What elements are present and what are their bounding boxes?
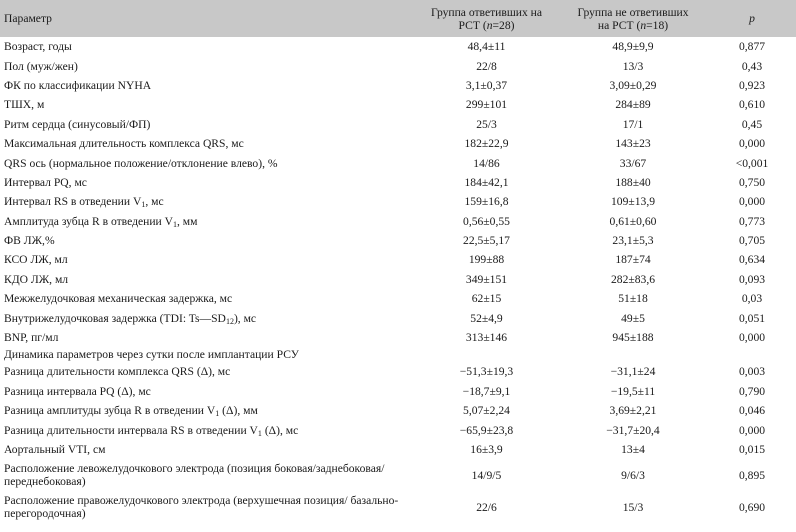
header-nonresponders-line2b: =18) (646, 18, 669, 32)
row-label-text: Амплитуда зубца R в отведении V (4, 214, 173, 228)
cell-responders: 14/86 (473, 156, 500, 170)
cell-nonresponders: 187±74 (615, 253, 651, 267)
cell-responders: −65,9±23,8 (459, 423, 514, 437)
cell-nonresponders: 49±5 (621, 311, 645, 325)
row-label: Разница длительности комплекса QRS (Δ), мс (4, 365, 231, 379)
cell-responders: −51,3±19,3 (459, 365, 514, 379)
cell-p: 0,705 (738, 234, 766, 248)
cell-p: 0,690 (738, 500, 766, 514)
table-row (0, 95, 796, 114)
table-row (0, 134, 796, 153)
cell-p: 0,051 (738, 311, 766, 325)
cell-nonresponders: 23,1±5,3 (612, 234, 654, 248)
cell-nonresponders: 3,09±0,29 (609, 78, 657, 92)
table-row (0, 401, 796, 420)
cell-responders: 182±22,9 (464, 137, 509, 151)
cell-p: 0,046 (738, 404, 766, 418)
row-label-subscript: 12 (225, 316, 234, 326)
cell-nonresponders: 33/67 (619, 156, 647, 170)
header-nonresponders-n: n (640, 18, 647, 32)
header-parameter-text: Параметр (4, 12, 52, 25)
table-row (0, 289, 796, 308)
cell-nonresponders: 51±18 (618, 292, 648, 306)
cell-responders: 48,4±11 (467, 40, 506, 54)
cell-responders: 25/3 (476, 117, 497, 131)
cell-nonresponders: 13/3 (622, 59, 644, 73)
table-row (0, 37, 796, 56)
row-label-text: Внутрижелудочковая задержка (TDI: Ts—SD (4, 311, 226, 325)
row-label-text: Разница амплитуды зубца R в отведении V (4, 404, 216, 418)
section-row (0, 347, 796, 362)
table-row (0, 173, 796, 192)
table-row (0, 192, 796, 211)
cell-responders: 52±4,9 (470, 311, 503, 325)
row-label: Максимальная длительность комплекса QRS, мс (4, 137, 244, 151)
cell-responders: 349±151 (465, 272, 508, 286)
table-row (0, 212, 796, 231)
cell-responders: 299±101 (465, 98, 508, 112)
cell-p: 0,03 (741, 292, 763, 306)
row-label: Расположение левожелудочкового электрода (позиция боковая/заднебоковая/переднебоковая) (4, 462, 385, 489)
row-label: QRS ось (нормальное положение/отклонение влево), % (4, 156, 278, 170)
header-responders-line2a: РСТ ( (458, 18, 487, 32)
cell-p: 0,000 (738, 423, 766, 437)
table-row (0, 491, 796, 523)
row-label-subscript: 1 (215, 409, 220, 419)
cell-p: 0,093 (738, 272, 766, 286)
cell-responders: 62±15 (471, 292, 502, 306)
cell-p: 0,015 (738, 443, 766, 456)
cell-nonresponders: −31,1±24 (610, 365, 656, 379)
row-label: Межжелудочковая механическая задержка, мс (4, 292, 233, 306)
section-heading: Динамика параметров через сутки после имплантации РСУ (4, 348, 299, 362)
row-label: Ритм сердца (синусовый/ФП) (4, 117, 151, 131)
row-label: ФК по классификации NYHA (4, 78, 152, 92)
row-label-suffix: (Δ), мм (219, 404, 258, 418)
header-nonresponders-line1: Группа не ответивших (577, 5, 689, 19)
table-row (0, 459, 796, 491)
row-label-text: Разница длительности интервала RS в отведении V (4, 423, 258, 437)
row-label (0, 192, 415, 211)
cell-responders: 0,56±0,55 (463, 214, 510, 228)
cell-responders: 184±42,1 (464, 175, 509, 189)
row-label: Пол (муж/жен) (4, 59, 78, 73)
row-label-suffix: ), мс (233, 311, 257, 325)
cell-p: 0,877 (738, 40, 766, 54)
cell-responders: 313±146 (465, 331, 508, 345)
row-label: ФВ ЛЖ,% (4, 234, 55, 248)
cell-nonresponders: 0,61±0,60 (609, 214, 657, 228)
row-label: BNP, пг/мл (4, 331, 59, 345)
cell-p: 0,790 (738, 384, 766, 398)
header-row (0, 0, 796, 37)
header-responders (415, 0, 558, 37)
header-nonresponders-line2a: на РСТ ( (597, 18, 641, 32)
table-row (0, 420, 796, 439)
cell-p: 0,895 (738, 468, 766, 482)
header-p-value (708, 0, 796, 37)
cell-nonresponders: 284±89 (615, 98, 651, 112)
cell-nonresponders: 9/6/3 (621, 468, 645, 482)
cell-responders: 22/8 (476, 59, 497, 73)
row-label (0, 308, 415, 327)
row-label: Аортальный VTI, см (4, 443, 106, 456)
table-row (0, 440, 796, 459)
cell-responders: 3,1±0,37 (465, 78, 508, 92)
table-row (0, 231, 796, 250)
row-label: КДО ЛЖ, мл (4, 272, 69, 286)
cell-p: 0,750 (738, 175, 766, 189)
cell-p: 0,000 (738, 195, 766, 209)
cell-nonresponders: 48,9±9,9 (612, 40, 654, 54)
cell-responders: 16±3,9 (470, 443, 503, 456)
header-p-text: p (749, 12, 755, 25)
table-body (0, 37, 796, 523)
cell-p: 0,000 (738, 331, 766, 345)
cell-nonresponders: 17/1 (622, 117, 644, 131)
header-responders-line1: Группа ответивших на (430, 5, 543, 19)
cell-nonresponders: 13±4 (621, 443, 645, 456)
header-responders-line2b: =28) (492, 18, 515, 32)
cell-responders: 14/9/5 (471, 468, 502, 482)
table-row (0, 382, 796, 401)
row-label-text: Интервал RS в отведении V (4, 195, 142, 209)
cell-p: <0,001 (735, 156, 769, 170)
row-label-suffix: , мм (177, 214, 198, 228)
cell-responders: 22/6 (476, 500, 497, 514)
table-row (0, 308, 796, 327)
header-parameter (0, 0, 415, 37)
cell-nonresponders: 282±83,6 (610, 272, 656, 286)
table-header (0, 0, 796, 37)
row-label: КСО ЛЖ, мл (4, 253, 68, 267)
row-label-suffix: , мс (145, 195, 164, 209)
row-label-suffix: (Δ), мс (261, 423, 299, 437)
cell-responders: 5,07±2,24 (463, 404, 510, 418)
row-label: Возраст, годы (4, 40, 72, 54)
header-nonresponders (558, 0, 708, 37)
row-label: Разница интервала PQ (Δ), мс (4, 384, 151, 398)
cell-nonresponders: −19,5±11 (610, 384, 656, 398)
cell-responders: 22,5±5,17 (463, 234, 510, 248)
cell-nonresponders: 3,69±2,21 (609, 404, 657, 418)
cell-p: 0,634 (738, 253, 766, 267)
cell-nonresponders: 109±13,9 (610, 195, 656, 209)
row-label-subscript: 1 (173, 219, 177, 229)
row-label (0, 420, 415, 439)
table-row (0, 362, 796, 381)
cell-nonresponders: 945±188 (612, 331, 654, 345)
cell-responders: 199±88 (468, 253, 505, 267)
row-label (0, 401, 415, 420)
row-label: Интервал PQ, мс (4, 175, 87, 189)
table-row (0, 153, 796, 172)
table-row (0, 115, 796, 134)
cell-nonresponders: 188±40 (615, 175, 651, 189)
cell-p: 0,45 (741, 117, 763, 131)
table-row (0, 56, 796, 75)
cell-p: 0,003 (738, 365, 766, 379)
table-row (0, 328, 796, 347)
cell-nonresponders: −31,7±20,4 (606, 423, 660, 437)
row-label (0, 212, 415, 231)
cell-responders: 159±16,8 (464, 195, 509, 209)
cell-p: 0,43 (741, 59, 763, 73)
table-row (0, 76, 796, 95)
table-row (0, 270, 796, 289)
row-label: ТШХ, м (4, 98, 45, 112)
cell-responders: −18,7±9,1 (462, 384, 511, 398)
cell-p: 0,923 (738, 78, 766, 92)
cell-p: 0,610 (738, 98, 766, 112)
row-label-subscript: 1 (257, 428, 262, 438)
cell-nonresponders: 15/3 (622, 500, 644, 514)
cell-p: 0,000 (738, 137, 766, 151)
table-row (0, 250, 796, 269)
cell-p: 0,773 (738, 214, 766, 228)
row-label-subscript: 1 (141, 200, 146, 210)
cell-nonresponders: 143±23 (615, 137, 651, 151)
header-responders-n: n (486, 18, 493, 32)
row-label: Расположение правожелудочкового электрода (верхушечная позиция/ базально-перегородочная) (4, 494, 399, 521)
